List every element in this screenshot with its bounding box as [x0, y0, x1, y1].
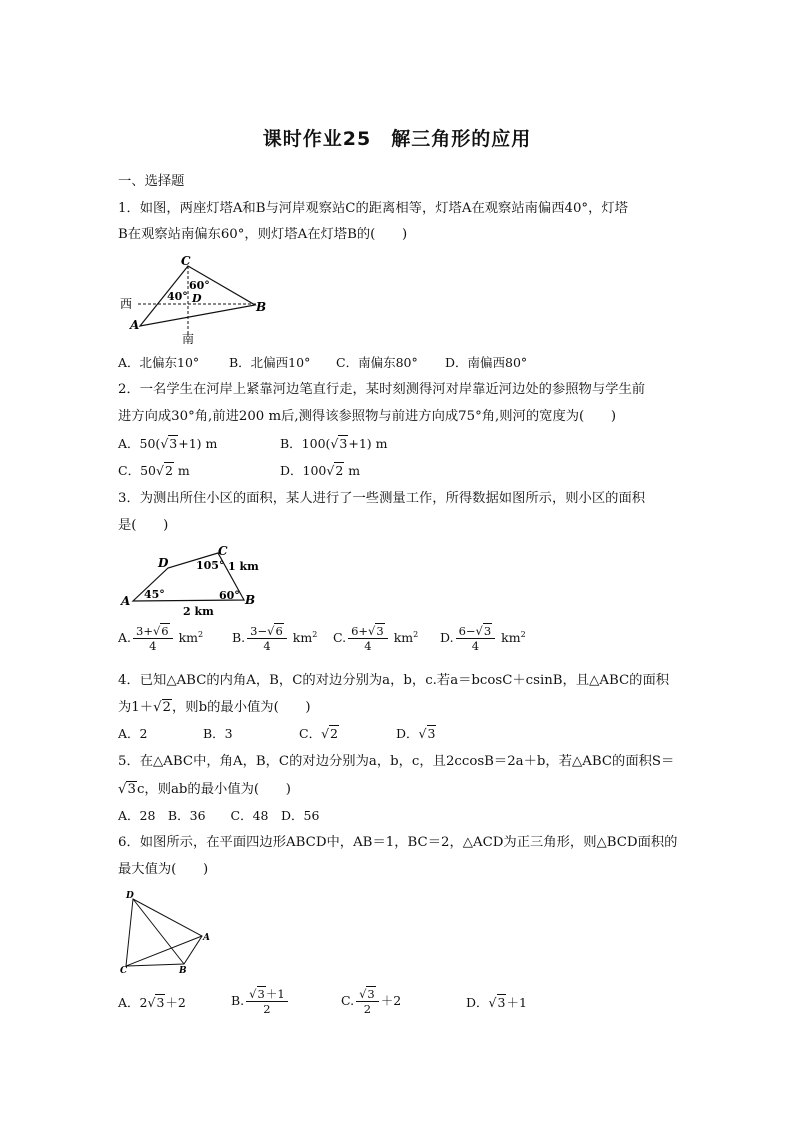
q5-options: A．28 B．36 C．48 D．56 — [118, 808, 320, 823]
q1-label-c: C — [181, 254, 191, 268]
q1-label-angle40: 40° — [167, 290, 188, 303]
q6-figure — [118, 890, 218, 976]
q1-line2: B在观察站南偏东60°，则灯塔A在灯塔B的( ) — [118, 227, 408, 242]
q6-option-b: B. $\frac{√3+1}{2}$ — [231, 987, 290, 1016]
q6-line1: 6．如图所示，在平面四边形ABCD中，AB＝1，BC＝2，△ACD为正三角形，则△BCD面积的 — [118, 835, 678, 850]
q3-line2: 是( ) — [118, 518, 169, 533]
q1-label-angle60: 60° — [189, 279, 210, 292]
q3-label-angle60: 60° — [219, 589, 240, 602]
q2-line1: 2．一名学生在河岸上紧靠河边笔直行走，某时刻测得河对岸靠近河边处的参照物与学生前 — [118, 382, 646, 397]
q6-label-c: C — [120, 966, 128, 976]
q3-label-b: B — [245, 593, 256, 607]
q5-line1: 5．在△ABC中，角A，B，C的对边分别为a，b，c，且2ccosB＝2a＋b，若△ABC的面积S＝ — [118, 754, 675, 769]
q1-label-west: 西 — [120, 297, 133, 311]
q3-label-angle45: 45° — [144, 588, 165, 601]
q6-option-c: C. $\frac{√3}{2}$ ＋2 — [341, 987, 402, 1016]
q3-line1: 3．为测出所住小区的面积，某人进行了一些测量工作，所得数据如图所示，则小区的面积 — [118, 491, 646, 506]
q4-option-a: A．2 — [118, 726, 148, 741]
q1-label-d: D — [192, 292, 202, 305]
q1-option-a: A．北偏东10° — [118, 355, 200, 370]
q5-line2: √3c，则ab的最小值为( ) — [118, 782, 291, 797]
q3-label-d: D — [158, 556, 169, 570]
q1-option-c: C．南偏东80° — [336, 355, 418, 370]
q3-option-a: A. $\frac{3+√6}{4}$ $km^2$ — [118, 624, 204, 653]
q1-option-d: D．南偏西80° — [445, 355, 528, 370]
q3-figure — [118, 543, 268, 618]
q6-label-d: D — [126, 891, 134, 901]
q6-line2: 最大值为( ) — [118, 862, 209, 877]
q3-label-ab: 2 km — [183, 605, 214, 618]
q6-label-b: B — [179, 966, 187, 976]
q6-option-a: A．2√3＋2 — [118, 995, 186, 1010]
q4-option-d: D．√3 — [396, 726, 436, 741]
q2-line2: 进方向成30°角,前进200 m后,测得该参照物与前进方向成75°角,则河的宽度为( ) — [118, 409, 617, 424]
q3-label-bc: 1 km — [228, 560, 259, 573]
q3-option-c: C. $\frac{6+√3}{4}$ $km^2$ — [333, 624, 419, 653]
q1-label-south: 南 — [182, 332, 195, 344]
q1-label-b: B — [256, 300, 267, 314]
q2-option-b: B．100(√3+1) m — [280, 436, 388, 451]
q4-option-c: C．√2 — [299, 726, 338, 741]
q4-option-b: B．3 — [203, 726, 233, 741]
q4-line2: 为1＋√2，则b的最小值为( ) — [118, 700, 311, 715]
q3-option-b: B. $\frac{3-√6}{4}$ $km^2$ — [232, 624, 318, 653]
section-heading: 一、选择题 — [118, 174, 185, 189]
q3-label-angle105: 105° — [196, 559, 225, 572]
page-title: 课时作业25 解三角形的应用 — [262, 128, 532, 150]
q2-option-a: A．50(√3+1) m — [118, 436, 218, 451]
q1-option-b: B．北偏西10° — [229, 355, 311, 370]
q6-option-d: D．√3＋1 — [466, 995, 527, 1010]
q1-line1: 1．如图，两座灯塔A和B与河岸观察站C的距离相等，灯塔A在观察站南偏西40°，灯塔 — [118, 201, 628, 216]
q6-label-a: A — [203, 933, 210, 943]
q3-option-d: D. $\frac{6-√3}{4}$ $km^2$ — [440, 624, 526, 653]
q3-label-a: A — [121, 594, 131, 608]
q3-label-c: C — [218, 544, 228, 558]
q1-label-a: A — [130, 318, 140, 332]
q2-option-d: D．100√2 m — [280, 463, 361, 478]
q1-figure — [118, 254, 273, 344]
q4-line1: 4．已知△ABC的内角A，B，C的对边分别为a，b，c.若a＝bcosC＋csinB，且△ABC的面积 — [118, 673, 670, 688]
q2-option-c: C．50√2 m — [118, 463, 190, 478]
